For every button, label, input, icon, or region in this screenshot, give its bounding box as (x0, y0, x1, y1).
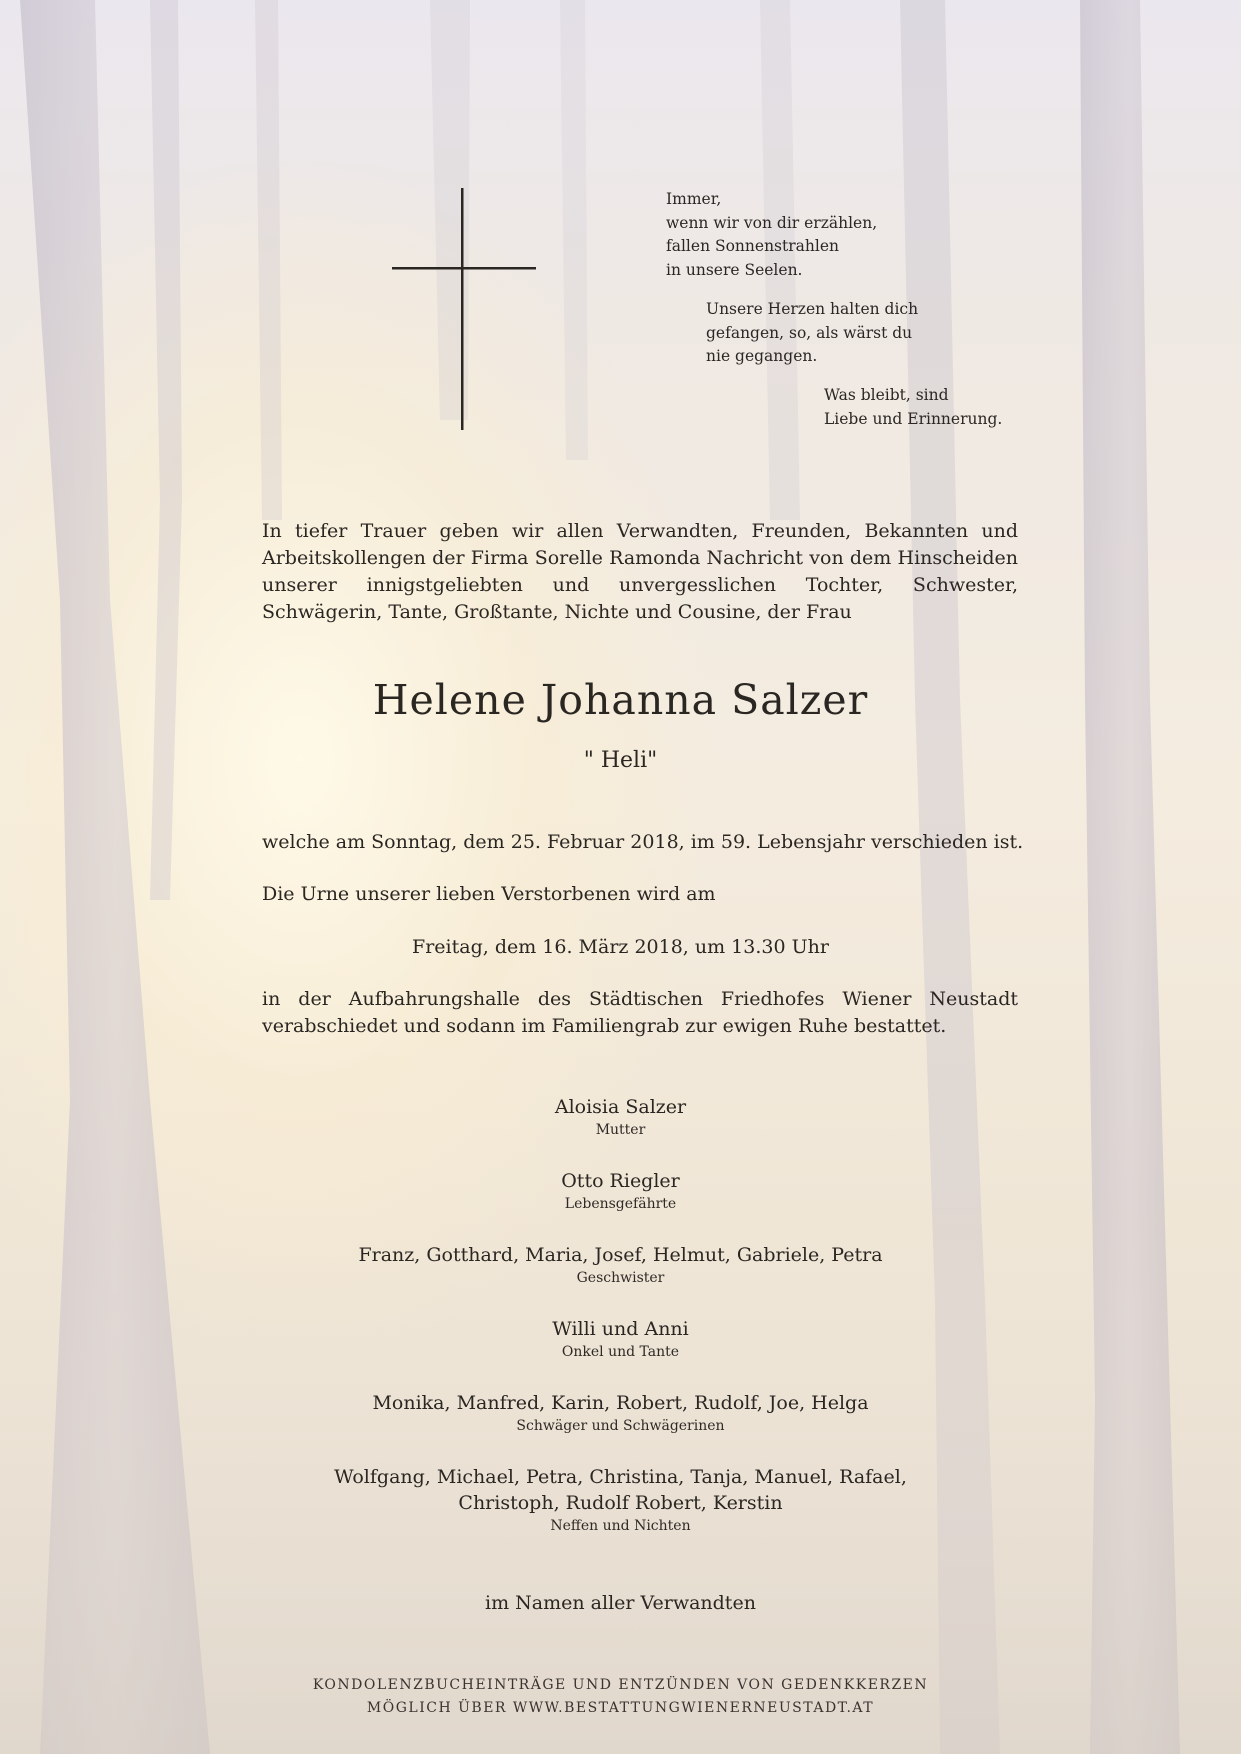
mourner-group (0, 1094, 1241, 1140)
footer-note (0, 1674, 1241, 1720)
deceased-name: Helene Johanna Salzer (372, 676, 869, 724)
mourner-group (0, 1464, 1241, 1536)
footer-line-2: MÖGLICH ÜBER WWW.BESTATTUNGWIENERNEUSTADT.AT (366, 1700, 875, 1716)
mourner-relation: Mutter (595, 1122, 646, 1138)
mourner-relation: Schwäger und Schwägerinen (516, 1418, 725, 1434)
mourner-relation: Neffen und Nichten (550, 1518, 691, 1534)
footer-line-1: KONDOLENZBUCHEINTRÄGE UND ENTZÜNDEN VON GEDENKKERZEN (312, 1677, 929, 1693)
mourner-relation: Geschwister (576, 1270, 665, 1286)
poem-line: in unsere Seelen. (666, 260, 803, 279)
poem-line: Was bleibt, sind (824, 386, 949, 404)
mourner-group (0, 1316, 1241, 1362)
mourner-relation: Lebensgefährte (564, 1196, 677, 1212)
poem-line: nie gegangen. (706, 347, 818, 365)
mourner-names: Wolfgang, Michael, Petra, Christina, Tanja, Manuel, Rafael, (334, 1466, 907, 1488)
mourner-names: Franz, Gotthard, Maria, Josef, Helmut, Gabriele, Petra (358, 1244, 883, 1266)
mourner-names: Christoph, Rudolf Robert, Kerstin (458, 1492, 783, 1514)
announcement-intro: In tiefer Trauer geben wir allen Verwandten, Freunden, Bekannten und Arbeitskollengen der Firma Sorelle Ramonda Nachricht von dem Hinscheiden unserer innigstgeliebten und unvergesslichen Tochter, Schwester, Schwägerin, Tante, Großtante, Nichte und Cousine, der Frau (262, 520, 1018, 623)
mourners-list (0, 1094, 1241, 1564)
poem-line: Immer, (666, 190, 722, 208)
poem-stanza-1 (666, 188, 877, 282)
mourner-group (0, 1390, 1241, 1436)
mourner-names: Aloisia Salzer (554, 1096, 687, 1118)
ceremony-place: in der Aufbahrungshalle des Städtischen Friedhofes Wiener Neustadt verabschiedet und sodann im Familiengrab zur ewigen Ruhe bestattet. (262, 988, 1018, 1037)
mourner-names: Willi und Anni (552, 1318, 689, 1340)
closing-line: im Namen aller Verwandten (485, 1592, 756, 1614)
poem-line: fallen Sonnenstrahlen (666, 237, 839, 255)
mourner-names: Monika, Manfred, Karin, Robert, Rudolf, Joe, Helga (372, 1392, 869, 1414)
mourner-group (0, 1168, 1241, 1214)
poem-line: gefangen, so, als wärst du (706, 323, 913, 342)
ceremony-date: Freitag, dem 16. März 2018, um 13.30 Uhr (412, 936, 829, 958)
mourner-group (0, 1242, 1241, 1288)
deceased-nickname: " Heli" (583, 748, 658, 773)
death-notice: welche am Sonntag, dem 25. Februar 2018, im 59. Lebensjahr verschieden ist. (262, 831, 1024, 853)
poem-stanza-2 (706, 298, 918, 369)
urn-notice: Die Urne unserer lieben Verstorbenen wird am (262, 883, 716, 905)
poem-line: wenn wir von dir erzählen, (666, 213, 878, 232)
poem-line: Unsere Herzen halten dich (706, 300, 919, 318)
mourner-relation: Onkel und Tante (561, 1344, 680, 1360)
poem-line: Liebe und Erinnerung. (824, 409, 1003, 428)
poem-stanza-3 (824, 384, 1002, 431)
cross-icon (392, 188, 536, 430)
mourner-names: Otto Riegler (561, 1170, 680, 1192)
